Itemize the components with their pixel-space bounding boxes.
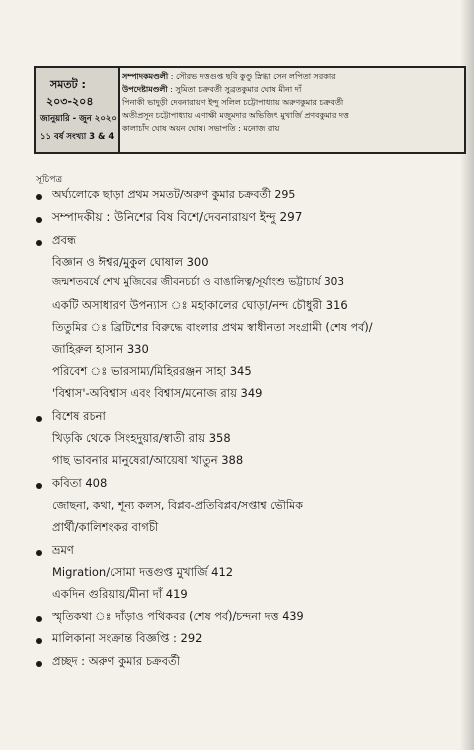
editors-names: : সৌরভ দত্তগুপ্ত ছবি কুণ্ডু স্নিগ্ধা সেন লপিতা সরকার (170, 72, 336, 81)
bullet-icon (36, 483, 42, 489)
advisors-line (122, 83, 464, 96)
credits-panel (122, 70, 464, 152)
toc-entry: Migration/সোমা দত্তগুপ্ত মুখার্জি 412 (52, 565, 234, 579)
section-heading: বিশেষ রচনা (52, 409, 106, 423)
advisors-label: উপদেষ্টামণ্ডলী (122, 85, 168, 94)
advisors-line-2: পিনাকী ভাদুড়ী দেবনারায়ণ ইন্দু সলিল চট্টোপাধ্যায় অরুণকুমার চক্রবর্তী (122, 98, 344, 107)
bullet-icon (36, 217, 42, 223)
bullet-icon (36, 416, 42, 422)
editors-label: সম্পাদকমণ্ডলী (122, 72, 169, 81)
section-heading: প্রবন্ধ (52, 233, 77, 247)
section-heading: ভ্রমণ (52, 543, 74, 557)
toc-entry: প্রচ্ছদ : অরুণ কুমার চক্রবর্তী (52, 654, 180, 668)
bullet-icon (36, 661, 42, 667)
section-heading: কবিতা 408 (52, 476, 108, 490)
toc-entry: পরিবেশ ঃ ভারসাম্য/মিহিররঞ্জন সাহা 345 (52, 364, 252, 378)
toc-entry: প্রার্থী/কালিশংকর বাগচী (52, 520, 159, 534)
bullet-icon (36, 550, 42, 556)
advisors-names: : সুমিতা চক্রবর্তী সুব্রতকুমার ঘোষ মীনা দাঁ (170, 85, 302, 94)
bullet-icon (36, 616, 42, 622)
toc-entry: তিতুমির ঃ ব্রিটিশের বিরুদ্ধে বাংলার প্রথম স্বাধীনতা সংগ্রামী (শেষ পর্ব)/ (52, 321, 373, 334)
bullet-icon (36, 240, 42, 246)
advisors-line-4: কালাচাঁদ ঘোষ অয়ন ঘোষ। সভাপতি : মনোজ রায় (122, 124, 280, 133)
issue-info-panel (36, 68, 120, 152)
toc-entry: স্মৃতিকথা ঃ দাঁড়াও পথিকবর (শেষ পর্ব)/চন্দনা দত্ত 439 (52, 610, 304, 623)
toc-entry: একদিন গুরিয়ায়/মীনা দাঁ 419 (52, 587, 188, 601)
toc-entry: জন্মশতবর্ষে শেখ মুজিবের জীবনচর্চা ও বাঙালিত্ব/সূর্যাংশু ভট্টাচার্য 303 (52, 276, 345, 288)
toc-entry: জাহিরুল হাসান 330 (52, 342, 149, 356)
bullet-icon (36, 194, 42, 200)
toc-entry: বিজ্ঞান ও ঈশ্বর/মুকুল ঘোষাল 300 (52, 255, 209, 269)
toc-entry: জোছনা, কথা, শূন্য কলস, বিপ্লব-প্রতিবিপ্লব/সপ্তাশ্ব ভৌমিক (52, 499, 303, 512)
issue-volume: ১১ বর্ষ সংখ্যা 3 & 4 (40, 132, 115, 142)
masthead-box (34, 66, 466, 154)
toc-entry: 'বিশ্বাস'-অবিশ্বাস এবং বিশ্বাস/মনোজ রায় 349 (52, 386, 263, 400)
bullet-icon (36, 638, 42, 644)
toc-entry: একটি অসাধারণ উপন্যাস ঃ মহাকালের ঘোড়া/নন্দ চৌধুরী 316 (52, 298, 348, 312)
toc-entry: খিড়কি থেকে সিংহদুয়ার/স্বাতী রায় 358 (52, 431, 231, 445)
issue-date: জানুয়ারি - জুন ২০২০ (40, 114, 117, 124)
toc-heading: সূচিপত্র (36, 175, 63, 185)
issue-number: ২০৩-২০৪ (46, 95, 94, 108)
toc-entry: সম্পাদকীয় : উনিশের বিষ বিশে/দেবনারায়ণ ইন্দু 297 (52, 210, 303, 224)
issue-label: সমতট : (50, 78, 86, 91)
toc-entry: অর্ঘ্যলোকে ছাড়া প্রথম সমতট/অরুণ কুমার চক্রবর্তী 295 (52, 188, 296, 201)
toc-entry: গাছ ভাবনার মানুষেরা/আয়েষা খাতুন 388 (52, 453, 244, 467)
advisors-line-3: অতীপ্রসূন চট্টোপাধ্যায় এণাক্ষী মজুমদার অভিজিৎ মুখার্জি প্রণবকুমার দত্ত (122, 111, 349, 120)
editors-line (122, 70, 464, 83)
toc-entry: মালিকানা সংক্রান্ত বিজ্ঞপ্তি : 292 (52, 631, 203, 645)
